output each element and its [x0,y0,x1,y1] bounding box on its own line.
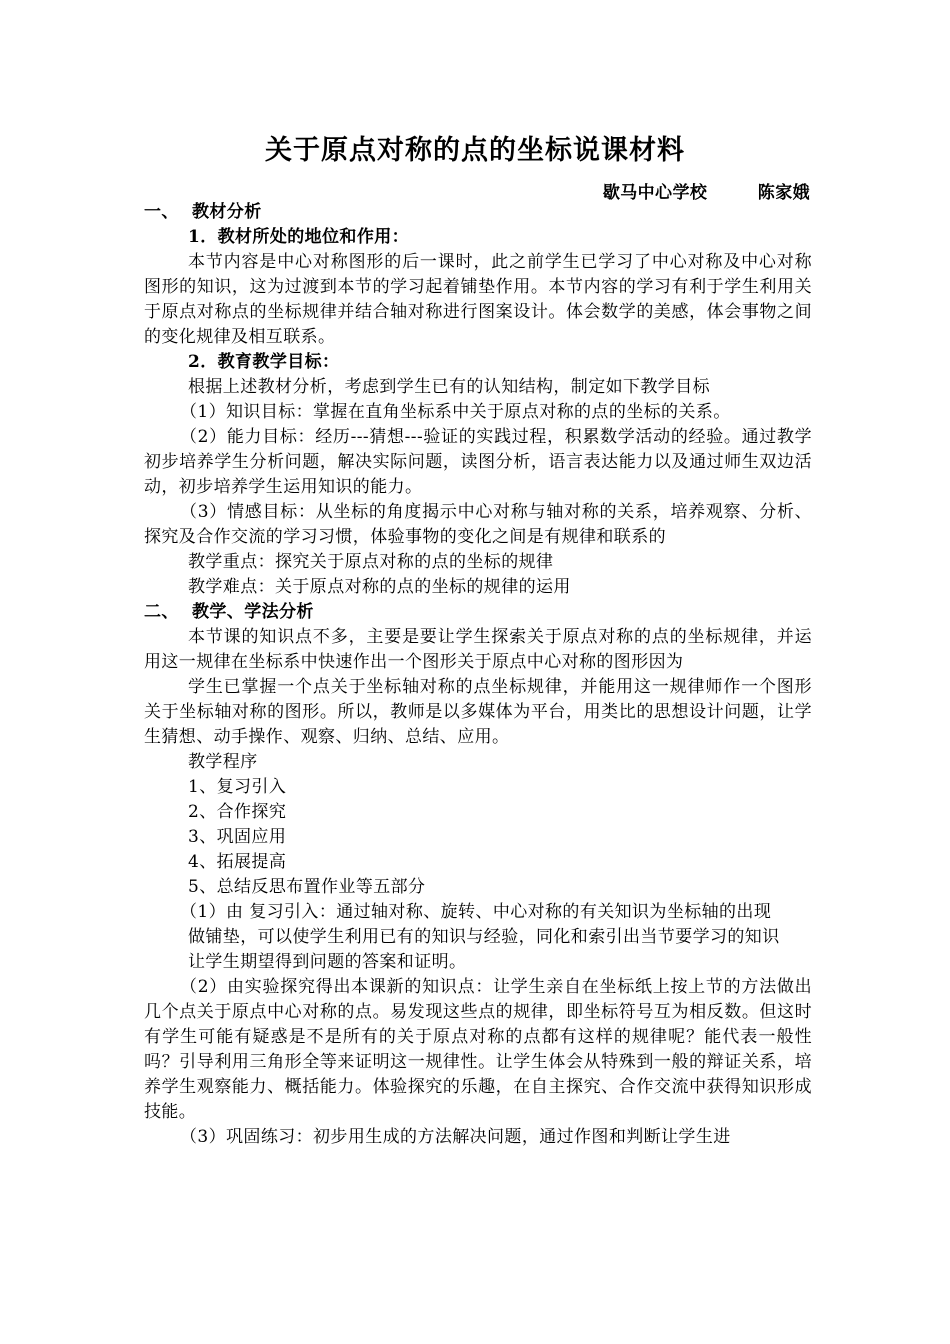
paragraph: 本节课的知识点不多，主要是要让学生探索关于原点对称的点的坐标规律，并运用这一规律在坐标系中快速作出一个图形关于原点中心对称的图形因为 [144,627,812,672]
paragraph: （3）情感目标：从坐标的角度揭示中心对称与轴对称的关系，培养观察、分析、探究及合作交流的学习习惯，体验事物的变化之间是有规律和联系的 [144,502,812,547]
paragraph: 教学难点：关于原点对称的点的坐标的规律的运用 [188,577,571,597]
paragraph: 学生已掌握一个点关于坐标轴对称的点坐标规律，并能用这一规律师作一个图形关于坐标轴对称的图形。所以，教师是以多媒体为平台，用类比的思想设计问题，让学生猜想、动手操作、观察、归纳、总结、应用。 [144,677,812,747]
section-title: 教材分析 [192,202,262,222]
author-line: 歇马中心学校 陈家娥 [602,183,810,203]
paragraph: （1）由 复习引入：通过轴对称、旋转、中心对称的有关知识为坐标轴的出现 [180,902,772,922]
section-title: 教学、学法分析 [192,602,314,622]
document-title: 关于原点对称的点的坐标说课材料 [265,135,685,166]
paragraph: 让学生期望得到问题的答案和证明。 [188,952,467,972]
section-number: 二、 [144,602,179,622]
section-number: 一、 [144,202,179,222]
document-body [144,200,812,1150]
list-item: 1、复习引入 [188,777,287,797]
paragraph: （2）由实验探究得出本课新的知识点：让学生亲自在坐标纸上按上节的方法做出几个点关于原点中心对称的点。易发现这些点的规律，即坐标符号互为相反数。但这时有学生可能有疑惑是不是所有的关于原点对称的点都有这样的规律呢？能代表一般性吗？引导利用三角形全等来证明这一规律性。让学生体会从特殊到一般的辩证关系，培养学生观察能力、概括能力。体验探究的乐趣，在自主探究、合作交流中获得知识形成技能。 [144,977,812,1122]
paragraph: （3）巩固练习：初步用生成的方法解决问题，通过作图和判断让学生进 [180,1127,731,1147]
subheading: 2．教育教学目标： [188,352,340,372]
list-item: 5、总结反思布置作业等五部分 [188,877,426,897]
paragraph: （2）能力目标：经历---猜想---验证的实践过程，积累数学活动的经验。通过教学初步培养学生分析问题，解决实际问题，读图分析，语言表达能力以及通过师生双边活动，初步培养学生运用知识的能力。 [144,427,812,497]
paragraph: 根据上述教材分析，考虑到学生已有的认知结构，制定如下教学目标 [188,377,710,397]
paragraph: 教学程序 [188,752,258,772]
subheading: 1．教材所处的地位和作用： [188,227,410,247]
section-heading [144,200,812,225]
paragraph: 教学重点：探究关于原点对称的点的坐标的规律 [188,552,554,572]
paragraph: 本节内容是中心对称图形的后一课时，此之前学生已学习了中心对称及中心对称图形的知识，这为过渡到本节的学习起着铺垫作用。本节内容的学习有利于学生利用关于原点对称点的坐标规律并结合轴对称进行图案设计。体会数学的美感，体会事物之间的变化规律及相互联系。 [144,252,812,347]
list-item: 4、拓展提高 [188,852,287,872]
list-item: 3、巩固应用 [188,827,287,847]
paragraph: 做铺垫，可以使学生利用已有的知识与经验，同化和索引出当节要学习的知识 [188,927,780,947]
paragraph: （1）知识目标：掌握在直角坐标系中关于原点对称的点的坐标的关系。 [180,402,731,422]
section-heading [144,600,812,625]
list-item: 2、合作探究 [188,802,287,822]
